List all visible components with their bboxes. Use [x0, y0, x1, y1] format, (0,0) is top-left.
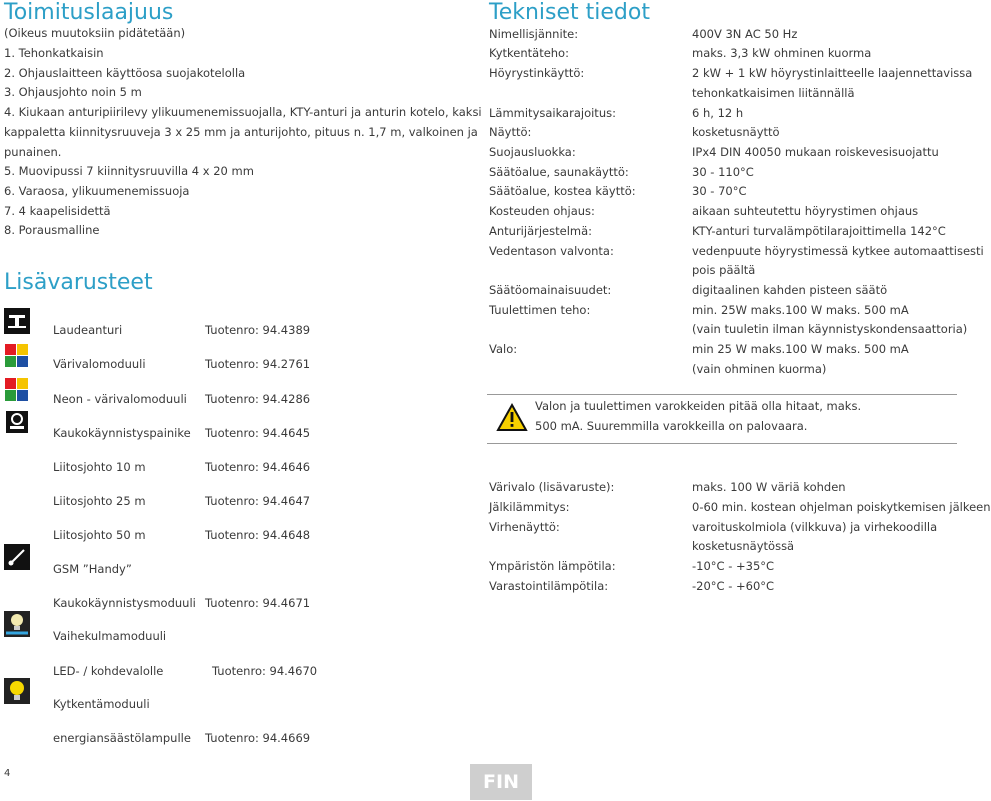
spec-label: Ympäristön lämpötila: — [489, 559, 616, 573]
spec-row — [489, 498, 991, 517]
spec-value: tehonkatkaisimen liitännällä — [692, 86, 855, 100]
spec-row — [489, 360, 959, 379]
spec-row — [489, 577, 959, 596]
scope-line: 1. Tehonkatkaisin — [4, 46, 104, 60]
spec-label: Värivalo (lisävaruste): — [489, 480, 615, 494]
accessory-name: Neon - värivalomoduuli — [53, 392, 187, 406]
spec-value: 30 - 110°C — [692, 165, 754, 179]
gsm-handy-icon — [4, 544, 30, 570]
accessory-name: Kaukokäynnistysmoduuli — [53, 596, 196, 610]
spec-label: Kytkentäteho: — [489, 46, 569, 60]
spec-label: Nimellisjännite: — [489, 27, 579, 41]
spec-row — [489, 242, 984, 261]
spec-label: Suojausluokka: — [489, 145, 576, 159]
spec-row — [489, 202, 959, 221]
scope-line: 7. 4 kaapelisidettä — [4, 204, 111, 218]
spec-row — [489, 518, 959, 537]
spec-label: Tuulettimen teho: — [489, 303, 591, 317]
accessory-product-number: Tuotenro: 94.2761 — [205, 357, 311, 371]
spec-value: 2 kW + 1 kW höyrystinlaitteelle laajennettavissa — [692, 66, 973, 80]
accessory-product-number: Tuotenro: 94.4647 — [205, 494, 311, 508]
spec-label: Kosteuden ohjaus: — [489, 204, 595, 218]
remote-start-button-icon — [4, 409, 30, 435]
spec-row — [489, 301, 959, 320]
accessory-product-number: Tuotenro: 94.4669 — [205, 731, 311, 745]
accessory-name: Liitosjohto 50 m — [53, 528, 146, 542]
spec-row — [489, 261, 959, 280]
spec-label: Anturijärjestelmä: — [489, 224, 593, 238]
warning-text-line: Valon ja tuulettimen varokkeiden pitää olla hitaat, maks. — [535, 399, 862, 413]
spec-row — [489, 320, 968, 339]
spec-row — [489, 25, 959, 44]
spec-row — [489, 104, 959, 123]
scope-line: 2. Ohjauslaitteen käyttöosa suojakotelolla — [4, 66, 246, 80]
spec-row — [489, 163, 959, 182]
color-light-icon — [4, 343, 30, 369]
tech-specs-title: Tekniset tiedot — [489, 0, 650, 25]
spec-row — [489, 84, 959, 103]
spec-row — [489, 182, 959, 201]
accessories-title: Lisävarusteet — [4, 270, 153, 295]
spec-value: varoituskolmiola (vilkkuva) ja virhekoodilla — [692, 520, 938, 534]
accessory-product-number: Tuotenro: 94.4286 — [205, 392, 311, 406]
spec-label: Näyttö: — [489, 125, 532, 139]
accessory-name: Kaukokäynnistyspainike — [53, 426, 191, 440]
accessory-name: GSM ”Handy” — [53, 562, 132, 576]
spec-value: 0-60 min. kostean ohjelman poiskytkemisen jälkeen — [692, 500, 991, 514]
spec-value: digitaalinen kahden pisteen säätö — [692, 283, 888, 297]
bench-sensor-icon — [4, 308, 30, 334]
switch-module-bulb-icon — [4, 678, 30, 704]
spec-value: min. 25W maks.100 W maks. 500 mA — [692, 303, 909, 317]
warning-text-line: 500 mA. Suuremmilla varokkeilla on palovaara. — [535, 419, 808, 433]
scope-line: 3. Ohjausjohto noin 5 m — [4, 85, 142, 99]
spec-value: -20°C - +60°C — [692, 579, 775, 593]
spec-value: (vain ohminen kuorma) — [692, 362, 827, 376]
accessory-product-number: Tuotenro: 94.4648 — [205, 528, 311, 542]
spec-value: kosketusnäytössä — [692, 539, 795, 553]
spec-label: Jälkilämmitys: — [489, 500, 570, 514]
spec-value: aikaan suhteutettu höyrystimen ohjaus — [692, 204, 919, 218]
spec-label: Varastointilämpötila: — [489, 579, 609, 593]
spec-row — [489, 281, 959, 300]
spec-value: maks. 3,3 kW ohminen kuorma — [692, 46, 872, 60]
spec-row — [489, 557, 959, 576]
warning-triangle-icon — [497, 404, 527, 431]
accessory-name: Kytkentämoduuli — [53, 697, 150, 711]
spec-value: 30 - 70°C — [692, 184, 747, 198]
spec-row — [489, 537, 959, 556]
spec-label: Lämmitysaikarajoitus: — [489, 106, 616, 120]
spec-value: maks. 100 W väriä kohden — [692, 480, 846, 494]
spec-label: Virhenäyttö: — [489, 520, 560, 534]
spec-label: Vedentason valvonta: — [489, 244, 614, 258]
accessory-product-number: Tuotenro: 94.4646 — [205, 460, 311, 474]
accessory-name: Liitosjohto 10 m — [53, 460, 146, 474]
spec-value: (vain tuuletin ilman käynnistyskondensaattoria) — [692, 322, 968, 336]
spec-value: -10°C - +35°C — [692, 559, 775, 573]
accessory-name: Värivalomoduuli — [53, 357, 146, 371]
phase-angle-module-icon — [4, 611, 30, 637]
spec-value: 400V 3N AC 50 Hz — [692, 27, 798, 41]
neon-color-light-icon — [4, 377, 30, 403]
spec-value: 6 h, 12 h — [692, 106, 744, 120]
spec-value: IPx4 DIN 40050 mukaan roiskevesisuojattu — [692, 145, 939, 159]
page-number: 4 — [4, 768, 11, 779]
scope-line: 6. Varaosa, ylikuumenemissuoja — [4, 184, 190, 198]
language-tab: FIN — [470, 764, 532, 800]
spec-row — [489, 64, 973, 83]
spec-label: Säätöalue, saunakäyttö: — [489, 165, 629, 179]
accessory-product-number: Tuotenro: 94.4670 — [212, 664, 318, 678]
spec-row — [489, 478, 959, 497]
scope-line: 5. Muovipussi 7 kiinnitysruuvilla 4 x 20 mm — [4, 164, 254, 178]
spec-value: pois päältä — [692, 263, 756, 277]
spec-label: Höyrystinkäyttö: — [489, 66, 585, 80]
accessory-name: LED- / kohdevalolle — [53, 664, 164, 678]
scope-line: kappaletta kiinnitysruuveja 3 x 25 mm ja anturijohto, pituus n. 1,7 m, valkoinen ja — [4, 125, 478, 139]
scope-line: (Oikeus muutoksiin pidätetään) — [4, 26, 186, 40]
spec-value: min 25 W maks.100 W maks. 500 mA — [692, 342, 909, 356]
accessory-product-number: Tuotenro: 94.4645 — [205, 426, 311, 440]
accessory-name: energiansäästölampulle — [53, 731, 191, 745]
scope-line: punainen. — [4, 145, 62, 159]
spec-row — [489, 340, 959, 359]
spec-value: vedenpuute höyrystimessä kytkee automaattisesti — [692, 244, 984, 258]
scope-line: 8. Porausmalline — [4, 223, 100, 237]
scope-title: Toimituslaajuus — [4, 0, 174, 25]
spec-row — [489, 123, 959, 142]
fuse-warning-box — [487, 394, 957, 444]
spec-value: kosketusnäyttö — [692, 125, 780, 139]
spec-label: Säätöomainaisuudet: — [489, 283, 612, 297]
spec-label: Valo: — [489, 342, 518, 356]
accessory-name: Laudeanturi — [53, 323, 123, 337]
accessory-product-number: Tuotenro: 94.4671 — [205, 596, 311, 610]
spec-row — [489, 222, 959, 241]
spec-label: Säätöalue, kostea käyttö: — [489, 184, 636, 198]
accessory-name: Liitosjohto 25 m — [53, 494, 146, 508]
spec-row — [489, 44, 959, 63]
spec-value: KTY-anturi turvalämpötilarajoittimella 142°C — [692, 224, 946, 238]
scope-line: 4. Kiukaan anturipiirilevy ylikuumenemissuojalla, KTY-anturi ja anturin kotelo, kaksi — [4, 105, 482, 119]
accessory-name: Vaihekulmamoduuli — [53, 629, 167, 643]
accessory-product-number: Tuotenro: 94.4389 — [205, 323, 311, 337]
spec-row — [489, 143, 959, 162]
